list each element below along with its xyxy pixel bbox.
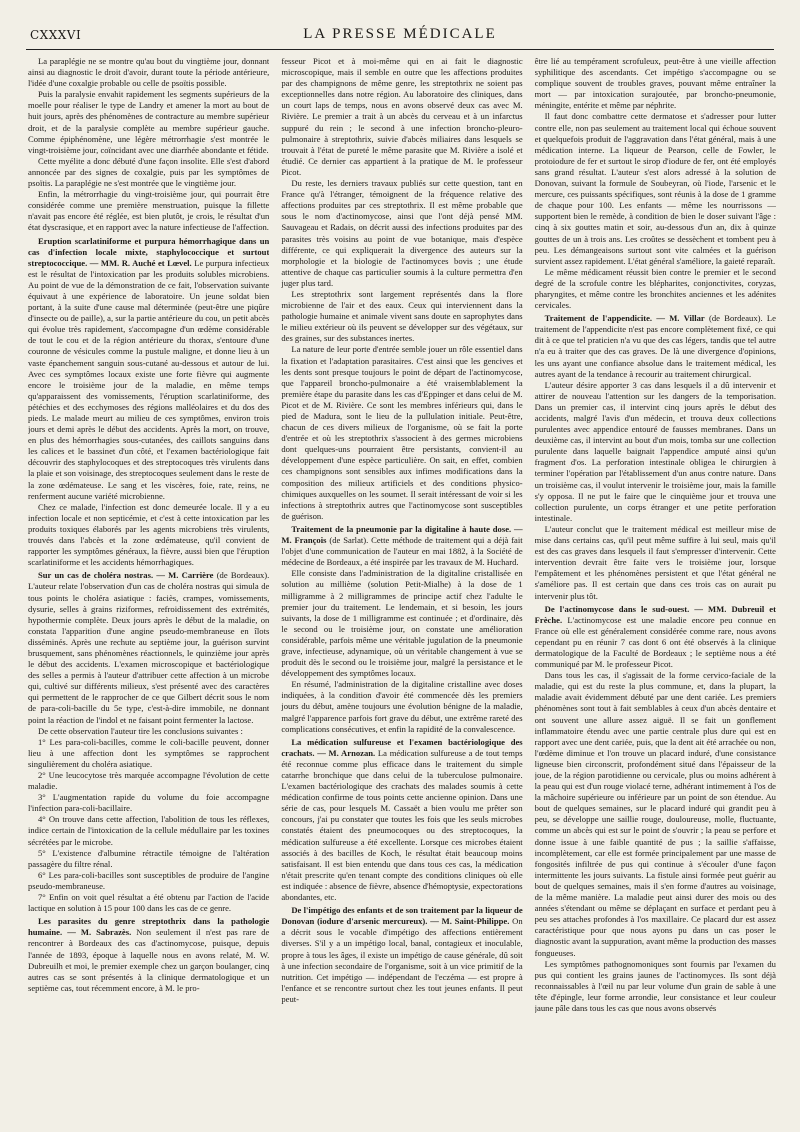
section-text: (de Sarlat). Cette méthode de traitement qui a déjà fait l'objet d'une communication de l'auteur en mai 1882, à la Société de médecine de Bordeaux, a été inspirée par les travaux de M. Huchard. xyxy=(281,535,523,568)
paragraph: 3° L'augmentation rapide du volume du foie accompagne l'infection para-coli-bacillaire. xyxy=(28,792,270,814)
paragraph: Chez ce malade, l'infection est donc demeurée locale. Il y a eu infection locale et non septicémie, et c'est à cette intoxication par les produits toxiques élaborés par les agents microbiens très virulents, trouvés dans l'abcès et la zone œdémateuse, qu'il convient de rapporter les symptômes généraux, la fièvre, aussi bien que l'éruption scarlatiniforme et les accidents hémorrhagiques. xyxy=(28,501,270,568)
section-text: (de Bordeaux). L'auteur relate l'observation d'un cas de choléra nostras qui simula de tous points le choléra asiatique : faciès, crampes, vomissements, dysurie, selles à grains riziformes, refroidissement des extrémités, hypothermie complète. Deux jours après le début de la maladie, on constata l'apparition d'une angine pseudo-membraneuse en îlots disséminés. Après une rechute au septième jour, la guérison survint brusquement, sans phénomènes réactionnels, le quinzième jour après le début des accidents. L'examen microscopique et bactériologique des selles a permis à l'auteur d'attribuer cette affection à un microbe qui, cultivé sur différents milieux, s'est présenté avec des caractères qui permettent de le rapprocher de ce que Gilbert décrit sous le nom de para-coli-bacille du 5e type, c'est-à-dire immobile, ne donnant point la réaction de l'indol et ne faisant point fermenter la lactose. xyxy=(28,570,270,725)
section-heading: Traitement de l'appendicite. — M. Villar xyxy=(544,313,705,324)
column-left xyxy=(28,56,269,1122)
section-paragraph xyxy=(281,737,522,903)
paragraph: Les symptômes pathognomoniques sont fournis par l'examen du pus qui contient les grains jaunes de l'actinomyces. Ils sont déjà reconnaissables à l'œil nu par leur volume d'un grain de sable à une tête d'épingle, leur forme arrondie, leur consistance et leur couleur jaune pâle dans tous les cas que nous avons observés xyxy=(534,958,776,1013)
paragraph: Enfin, la métrorrhagie du vingt-troisième jour, qui pourrait être considérée comme une première menstruation, puisque la fillette n'avait pas encore été réglée, est bien plutôt, je crois, le résultat d'un état dyscrasique, et en rapport avec la nature infectieuse de l'affection. xyxy=(28,189,270,233)
section-text: La médication sulfureuse a de tout temps été reconnue comme plus efficace dans le traitement du simple catarrhe bronchique que dans celui de la tuberculose pulmonaire. L'examen bactériologique des crachats des malades soumis à cette médication confirme de tous points cette ancienne opinion. Dans une série de cas, pour lesquels M. Cassaët a bien voulu me prêter son concours, j'ai pu constater que toutes les fois que les seuls microbes constatés étaient des pneumocoques ou des streptocoques, la médication sulfureuse a été excellente. Lorsque ces microbes étaient associés à des bacilles de Koch, le résultat était beaucoup moins satisfaisant. Il est bien entendu que dans tous ces cas, la médication n'était prescrite qu'en tenant compte des conditions cliniques où elle est indiquée : absence de fièvre, absence d'hémoptysie, expectorations abondantes, etc. xyxy=(281,747,523,903)
section-paragraph xyxy=(535,313,776,380)
section-text: (de Bordeaux). Le traitement de l'appendicite n'est pas encore complètement fixé, ce qui dit à ce que tel praticien n'a vu que des cas légers, tandis que tel autre n'a eu à traiter que des cas graves. De là une divergence d'opinions, les uns ayant une confiance absolue dans le traitement médical, les autres ayant de la tendance à recourir au traitement chirurgical. xyxy=(534,313,776,379)
paragraph: 2° Une leucocytose très marquée accompagne l'évolution de cette maladie. xyxy=(28,770,270,792)
paragraph: 5° L'existence d'albumine rétractile témoigne de l'altération passagère du filtre rénal. xyxy=(28,847,270,869)
paragraph: L'auteur désire apporter 3 cas dans lesquels il a dû intervenir et attirer de nouveau l'attention sur les dangers de la temporisation. Dans un premier cas, il intervint cinq jours après le début des accidents, malgré l'avis d'un médecin, et trouva deux collections purulentes avec appendice entouré de fausses membranes. Dans un deuxième cas, il intervint au bout d'un mois, tomba sur une collection purulente dans laquelle baignait l'appendice amputé ainsi qu'un fragment d'os. La perforation intestinale obligea le chirurgien à terminer l'opération par l'établissement d'un anus contre nature. Dans un troisième cas, il voulut intervenir le troisième jour, mais la famille s'y opposa. Il ne put le faire que le cinquième jour et trouva une collection purulente, un corps étranger et une petite perforation intestinale. xyxy=(534,379,776,523)
section-heading: Les parasites du genre streptothrix dans la pathologie humaine. — M. Sabrazès. xyxy=(28,916,270,938)
paragraph: 7° Enfin on voit quel résultat a été obtenu par l'action de l'acide lactique en solution à 15 pour 100 dans les cas de ce genre. xyxy=(28,892,270,914)
section-heading: Traitement de la pneumonie par la digitaline à haute dose. — M. François xyxy=(281,523,523,546)
section-paragraph xyxy=(281,524,522,568)
paragraph: La paraplégie ne se montre qu'au bout du vingtième jour, donnant ainsi au diagnostic le droit d'avoir, durant toute la période antérieure, l'idée d'une coxalgie probable ou celle de psoïtis possible. xyxy=(28,56,270,89)
paragraph: De cette observation l'auteur tire les conclusions suivantes : xyxy=(38,725,243,736)
page-header xyxy=(26,24,774,50)
paragraph: Dans tous les cas, il s'agissait de la forme cervico-faciale de la maladie, qui est du reste la plus commune, et, dans la plupart, la maladie avait évidemment débuté par une dent cariée. Les premiers phénomènes sont tout à fait semblables à ceux d'un abcès dentaire et ont souvent une allure assez aiguë. Il se fait un gonflement inflammatoire étendu avec une partie centrale plus dure qui est en rapport avec une dent cariée, puis, que la dent ait été arrachée ou non, l'œdème diminue et l'on trouve un placard induré, d'une consistance ligneuse bien circonscrit, profondément situé dans l'épaisseur de la joue, de la région parotidienne ou cervicale, plus ou moins adhérent à la peau qui est d'un rouge violacé terne, adhérant intimement à l'os de la mâchoire supérieure ou inférieure par un point de son étendue. Au bout de quelques semaines, sur le placard induré qui grandit peu à peu, se développe une saillie rouge, douloureuse, molle, fluctuante, comme un abcès qui est sur le point de s'ouvrir ; la peau se perfore et donne issue à une faible quantité de pus ; la saillie s'affaisse, incomplètement, car elle est formée principalement par une masse de fongosités infiltrée de pus qui continue à s'écouler d'une façon intermittente les jours suivants. La fistule ainsi formée peut guérir au bout de quelques semaines, mais il s'en forme d'autres au voisinage, de la même manière. La maladie peut ainsi durer des mois ou des années s'étendant ou même se déplaçant en surface et perdant peu à peu ses attaches profondes à l'os maxillaire. Ce placard dur est assez caractéristique pour que nous ayons pu dans un cas poser le diagnostic avant la suppuration, avant même la production des masses fongueuses. xyxy=(534,670,776,958)
paragraph: Le même médicament réussit bien contre le premier et le second degré de la scrofule contre les blépharites, conjonctivites, coryzas, pharyngites, et même contre les bronchites anciennes et les adénites cervicales. xyxy=(534,266,776,311)
paragraph: Les streptothrix sont largement représentés dans la flore microbienne de l'air et des eaux. Ceux qui interviennent dans la pathologie humaine et animale vivent sans doute en saprophytes dans le milieu extérieur où ils peuvent se développer sur des végétaux, sur des graines, sur des substances inertes. xyxy=(281,288,523,344)
section-text: L'actinomycose est une maladie encore peu connue en France où elle est généralement considérée comme rare, nous avons cependant pu en réunir 7 cas dont 6 ont été observés à la clinique dermatologique de la Faculté de Bordeaux ; le septième nous a été communiqué par M. le professeur Picot. xyxy=(534,614,776,670)
section-paragraph xyxy=(535,604,776,671)
paragraph: Cette myélite a donc débuté d'une façon insolite. Elle s'est d'abord annoncée par des signes de coxalgie, puis par les symptômes de psoïtis. La paraplégie ne s'est montrée que le vingtième jour. xyxy=(28,155,270,189)
section-text: Non seulement il n'est pas rare de rencontrer à Bordeaux des cas d'actinomycose, puisque, depuis l'année de 1893, époque à laquelle nous en avons relaté, M. W. Dubreuilh et moi, le premier exemple chez un garçon boulanger, cinq autres cas se sont présentés à la clinique dermatologique et un septième cas, tout récemment encore, à M. le pro- xyxy=(28,927,270,993)
paragraph: La nature de leur porte d'entrée semble jouer un rôle essentiel dans la fixation et l'adaptation parasitaires. C'est ainsi que les gencives et les dents sont presque toujours le point de départ de l'actinomycose, que l'appareil broncho-pulmonaire a été vraisemblablement la première étape du parasite dans les cas d'Eppinger et dans celui de M. Picot et de M. Rivière. Ce sont les membres inférieurs qui, dans le pied de Madura, sont le lieu de la pullulation initiale. Peut-être, chacun de ces divers milieux de l'organisme, où se fait la porte d'entrée et où les streptothrix s'associent à des germes microbiens dont quelques-uns pourraient être persistants, convient-il au développement d'une espèce particulière. On sait, en effet, combien ces champignons sont sensibles aux infimes modifications dans la composition des milieux artificiels et des conditions physico-chimiques auxquelles on les soumet. Il serait intéressant de voir si les infections à streptothrix autres que l'actinomycose sont susceptibles de guérison. xyxy=(281,344,523,521)
paragraph: 1° Les para-coli-bacilles, comme le coli-bacille peuvent, donner lieu à une affection dont les symptômes se rapprochent singulièrement du choléra asiatique. xyxy=(28,736,270,769)
section-paragraph xyxy=(28,570,269,725)
section-heading: Eruption scarlatiniforme et purpura hémorrhagique dans un cas d'infection locale mixte, staphylococcique et surtout streptococcique. — MM. R. Auché et Lœvel. xyxy=(28,235,270,268)
paragraph: L'auteur conclut que le traitement médical est meilleur mise de mise dans certains cas, qu'il peut même suffire à lui seul, mais qu'il est des cas graves dans lesquels il faut s'empresser d'intervenir. Cette intervention devrait être faite vers le troisième jour, lorsque l'empâtement et les phénomènes persistent et que l'état général ne s'améliore pas. Il est certain que dans ces trois cas on aurait pu intervenir plus tôt. xyxy=(534,523,776,601)
section-text: On a décrit sous le vocable d'impétigo des affections entièrement diverses. S'il y a un impétigo local, banal, contagieux et inoculable, propre à tous les âges, il existe un impétigo de cause générale, dû soit à une infection secondaire de l'organisme, soit à un vice primitif de la nutrition. Cet impétigo — indépendant de l'eczéma — est propre à l'enfance et se rencontre surtout chez les tout jeunes enfants. Il peut peut- xyxy=(281,916,523,1004)
section-heading: Sur un cas de choléra nostras. — M. Carrière xyxy=(38,570,214,581)
continued-paragraph: fesseur Picot et à moi-même qui en ai fait le diagnostic microscopique, mais il semble en outre que les affections produites par des champignons de même genre, les streptothrix ne soient pas exceptionnelles dans notre région. Au laboratoire des cliniques, dans un court laps de temps, nous en avons observé deux cas avec M. Rivière. Le premier a trait à un abcès du cerveau et à un infarctus suppuré du rein ; le second à une infection broncho-pleuro-pulmonaire à streptothrix, suivie d'abcès miliaires dans lesquels se trouvait à l'état de pureté le même parasite que M. Rivière a isolé et étudié. Ce dernier cas appartient à la pratique de M. le professeur Picot. xyxy=(281,56,523,177)
section-text: Le purpura infectieux est le résultat de l'intoxication par les produits solubles microbiens. Au point de vue de la démonstration de ce fait, l'observation suivante équivaut à une expérience de laboratoire. Un jeune soldat bien portant, à la suite d'une cause mal déterminée (peut-être une piqûre d'insecte ou de paille), a, sur la partie antérieure du cou, un petit abcès qui évolue très rapidement, s'accompagne d'un œdème considérable de tout le cou et de la région antérieure du thorax, s'entoure d'une couronne de vésicules comme la pustule maligne, et donne lieu à un vaste épanchement sanguin sous-cutané au-dessous et autour de lui. Avec ces symptômes locaux existe une forte fièvre qui augmente encore le troisième jour de la maladie, en même temps qu'apparaissent des vomissements, l'éruption scarlatiniforme, des pétéchies et des ecchymoses des régions malléolaires et du dos des pieds. Le malade meurt au milieu de ces symptômes, environ trois jours et demi après le début des accidents. Après la mort, on trouve, en plus des hémorrhagies sous-cutanées, des caillots sanguins dans les calices et le bassinet d'un côté, et l'examen bactériologique fait découvrir des staphylocoques et des streptocoques très virulents dans la plaie et son voisinage, des streptocoques seulement dans le reste de la zone œdémateuse. Le sang et les viscères, foie, rate, reins, ne renferment aucune variété microbienne. xyxy=(28,257,270,501)
column-right xyxy=(535,56,776,1122)
section-paragraph xyxy=(28,916,269,994)
paragraph: 4° On trouve dans cette affection, l'abolition de tous les réflexes, indice certain de l'intoxication de la cellule médullaire par les toxines sécrétées par le microbe. xyxy=(28,814,270,847)
paragraph: Puis la paralysie envahit rapidement les segments supérieurs de la moelle pour réaliser le type de Landry et amener la mort au bout de huit jours, après des phénomènes de contracture au membre supérieur droit, et de la paralysie complète au membre supérieur gauche. Comme épiphénomène, une légère métrorrhagie s'est montrée le vingt-troisième jour, coïncidant avec une diarrhée abondante et fétide. xyxy=(28,89,270,155)
section-heading: De l'actinomycose dans le sud-ouest. — MM. Dubreuil et Frèche. xyxy=(534,603,776,625)
text-columns xyxy=(28,56,776,1122)
section-heading: La médication sulfureuse et l'examen bactériologique des crachats. — M. Arnozan. xyxy=(281,736,523,758)
paragraph: Elle consiste dans l'administration de la digitaline cristallisée en solution au millième (solution Petit-Mialhe) à la dose de 1 milligramme à 2 milligrammes de principe actif chez l'adulte le premier jour du traitement. Le lendemain, et si besoin, les jours suivants, la dose de 1 milligramme est continuée ; et d'ordinaire, dès le second ou le troisième jour, on constate une amélioration considérable, parfois même une véritable jugulation de la pneumonie grave, infectieuse, adynamique, où un véritable changement à vue se produit dès le second ou le troisième jour, malgré la persistance et le développement des symptômes locaux. xyxy=(281,568,523,679)
column-middle xyxy=(281,56,522,1122)
page-number: CXXXVI xyxy=(30,28,82,42)
section-paragraph xyxy=(28,236,269,502)
section-paragraph xyxy=(281,905,522,1005)
section-heading: De l'impétigo des enfants et de son traitement par la liqueur de Donovan (iodure d'arsenic mercureux). — M. Saint-Philippe. xyxy=(281,905,523,927)
paragraph: 6° Les para-coli-bacilles sont susceptibles de produire de l'angine pseudo-membraneuse. xyxy=(28,869,270,891)
paragraph: Il faut donc combattre cette dermatose et s'adresser pour lutter contre elle, non pas seulement au traitement local qui échoue souvent et quelquefois produit de l'aggravation dans l'état général, mais à une médication interne. La liqueur de Pearson, celle de Fowler, le protoiodure de fer et surtout le sirop d'iodure de fer, ont été employés sans grand résultat. L'auteur s'est alors adressé à la solution de Donovan, suivant la formule de Soubeyran, où l'iode, l'arsenic et le mercure, ces puissants spécifiques, sont réunis à la dose de 1 gramme de chaque pour 100. Les enfants — même les nourrissons — supportent bien le remède, à condition de bien le doser suivant l'âge : cinq à six gouttes matin et soir, au-dessous d'un an, dix à quinze gouttes de un à trois ans. Les croûtes se dessèchent et tombent peu à peu. Les démangeaisons surtout sont vite calmées et la guérison survient assez rapidement. L'état général s'améliore, la gaieté reparaît. xyxy=(534,111,776,266)
paragraph: En résumé, l'administration de la digitaline cristalline avec doses indiquées, à la condition d'avoir été commencée dès les premiers jours du début, amène toujours une évolution bénigne de la maladie, malgré l'apparence parfois fort grave du début, une extrême rareté des complications consécutives, et enfin la rapidité de la convalescence. xyxy=(281,679,523,734)
continued-paragraph: être lié au tempérament scrofuleux, peut-être à une vieille affection syphilitique des ascendants. Cet impétigo s'accompagne ou se complique souvent de troubles graves, pouvant même entraîner la mort — par intoxication surajoutée, par broncho-pneumonie, méningite, entérite et même par néphrite. xyxy=(534,56,776,111)
paragraph: Du reste, les derniers travaux publiés sur cette question, tant en France qu'à l'étranger, témoignent de la fréquence relative des affections produites par ces streptothrix. Il est même probable que sous le nom d'actinomycose, ainsi que l'ont déjà pensé MM. Sauvageau et Radais, on décrit aussi des infections produites par des parasites très voisins au point de vue botanique, mais d'espèce différente, ce qui expliquerait la divergence des auteurs sur la morphologie et la biologie de l'actinomyces bovis ; une étude attentive de chaque cas particulier soumis à la culture permettra d'en juger plus tard. xyxy=(281,178,523,288)
journal-title: LA PRESSE MÉDICALE xyxy=(303,26,497,42)
